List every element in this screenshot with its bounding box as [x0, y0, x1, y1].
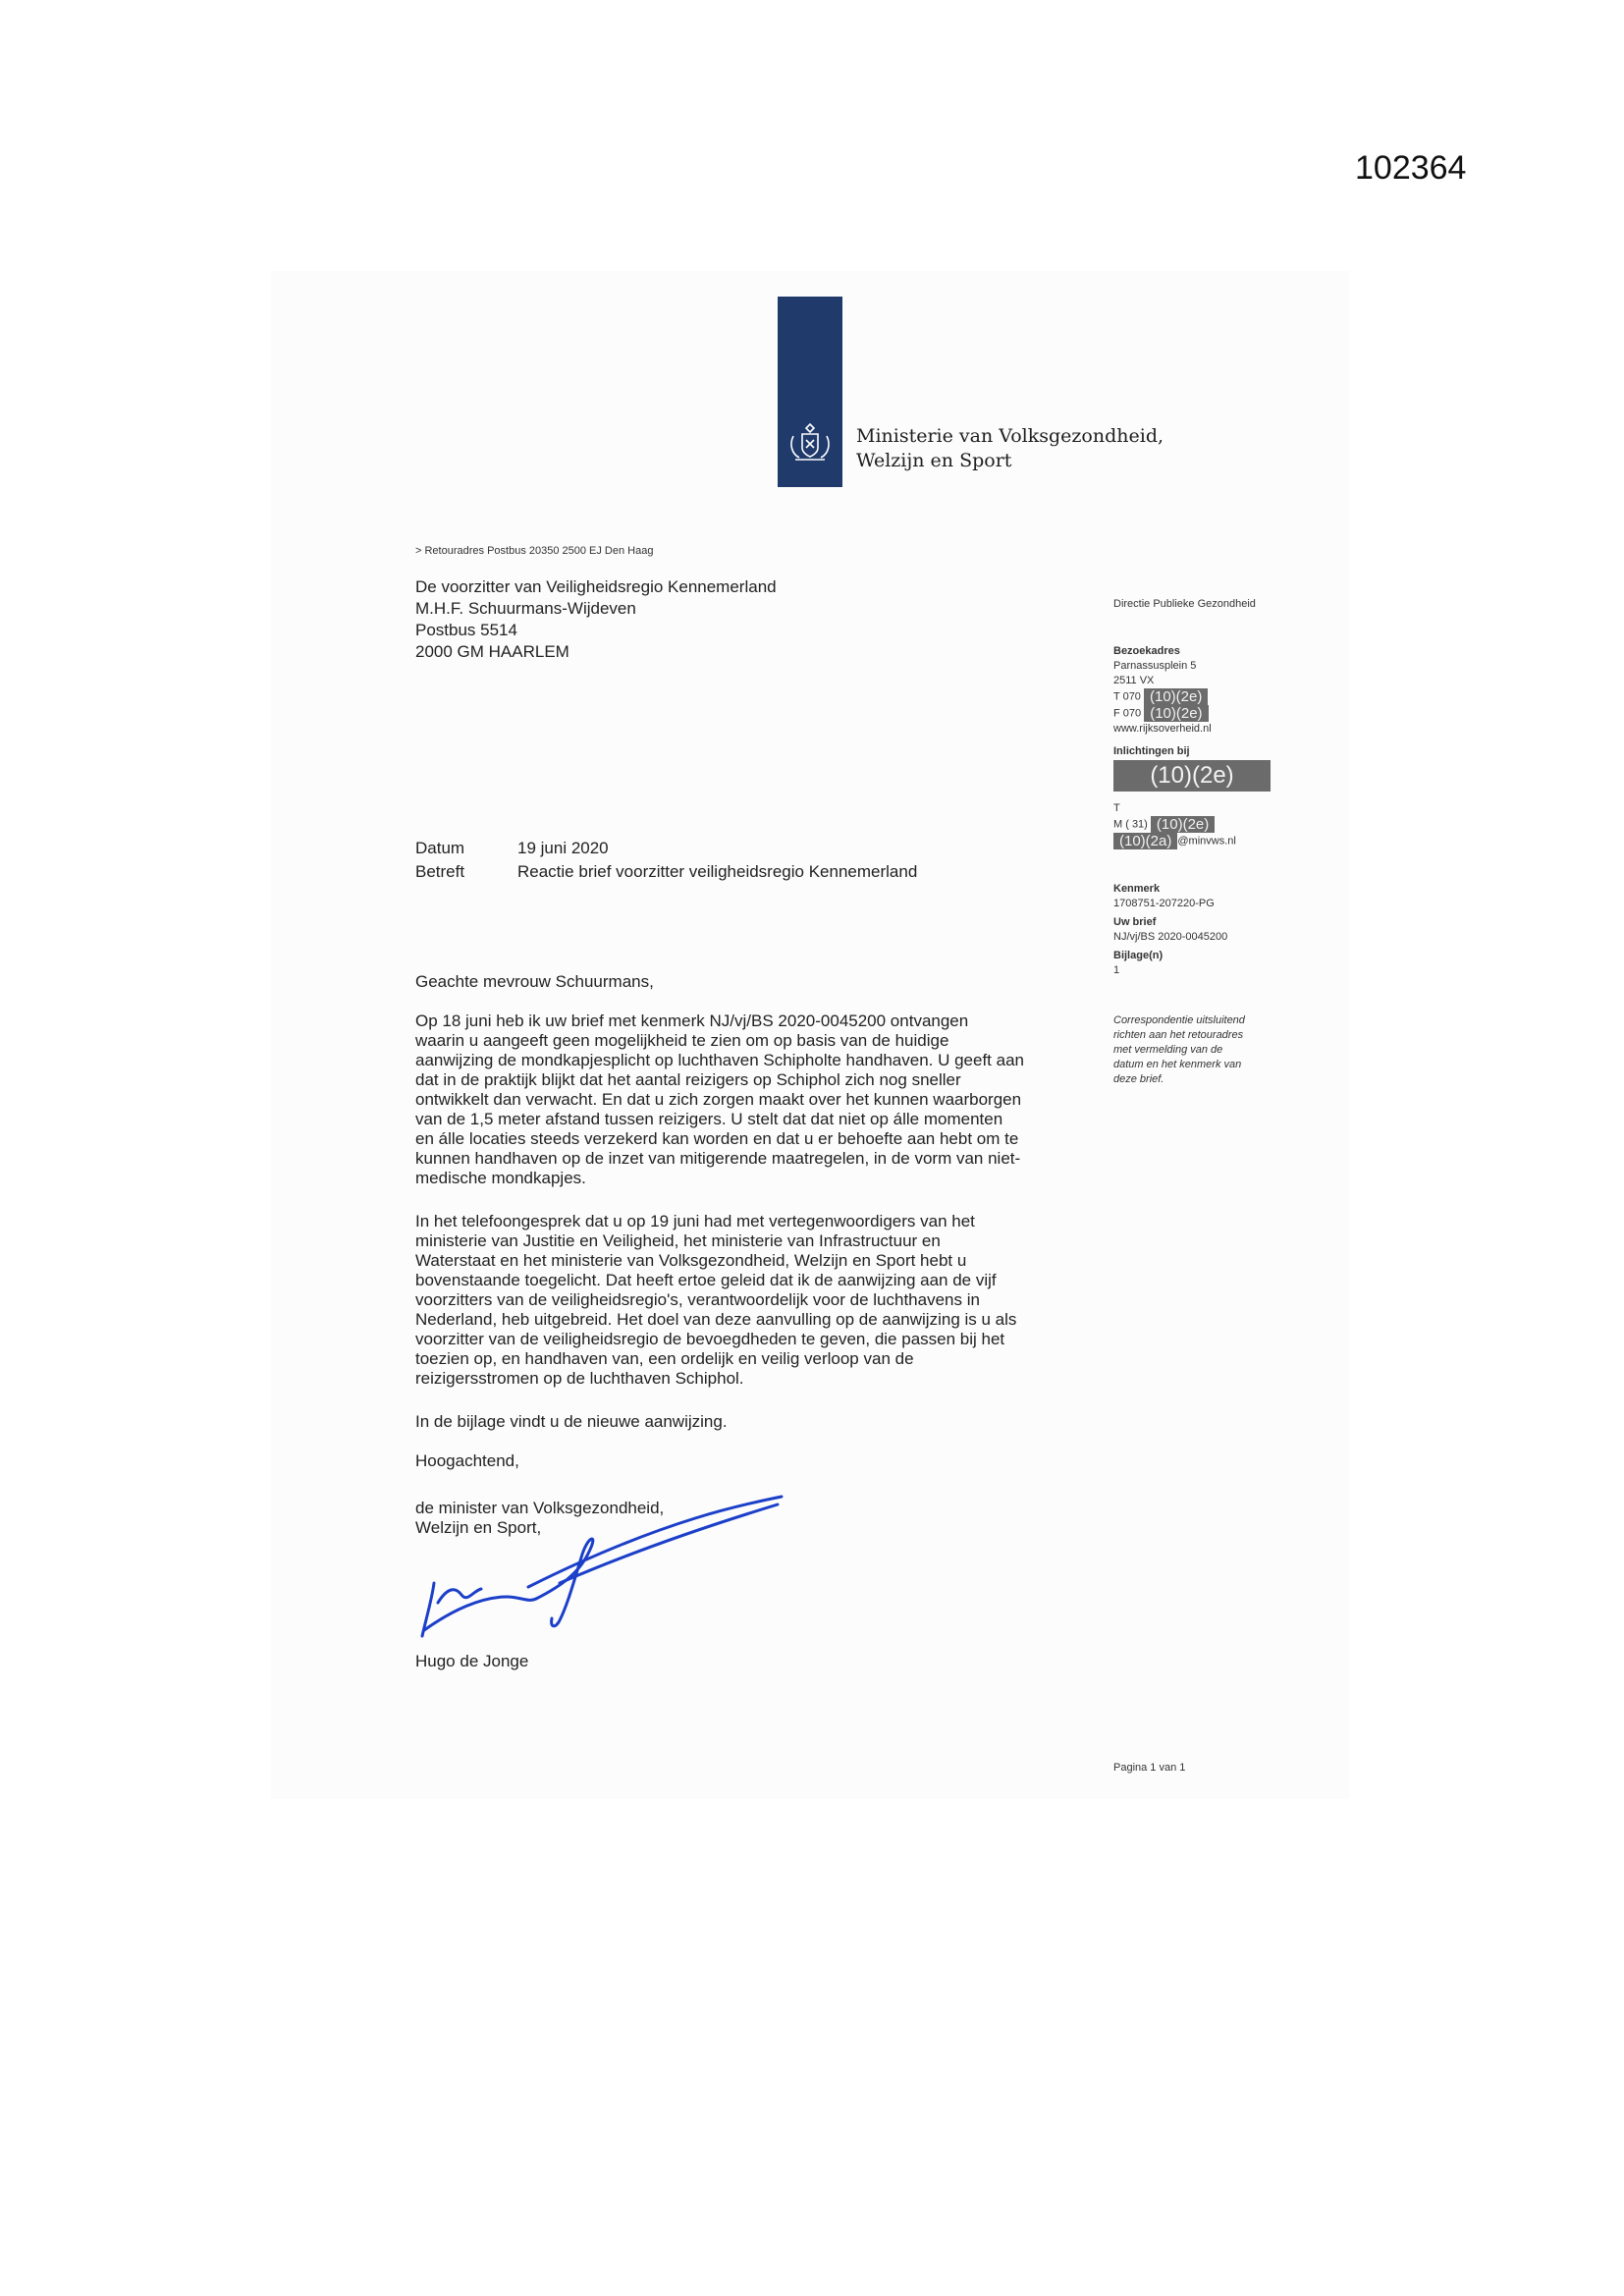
contact-block [1113, 744, 1190, 759]
fax-prefix: F 070 [1113, 707, 1142, 720]
body-line: Waterstaat en het ministerie van Volksgezondheid, Welzijn en Sport hebt u [415, 1251, 967, 1270]
body-line: kunnen handhaven op de inzet van mitigerende maatregelen, in de vorm van niet- [415, 1149, 1021, 1168]
closing-line-2: Welzijn en Sport, [415, 1518, 542, 1537]
body-line: medische mondkapjes. [415, 1169, 586, 1187]
mobile-prefix: M ( 31) [1113, 818, 1148, 831]
reference-heading: Kenmerk [1113, 883, 1161, 895]
subject-value: Reactie brief voorzitter veiligheidsregio Kennemerland [517, 862, 918, 881]
paragraph-3: In de bijlage vindt u de nieuwe aanwijzing. [415, 1412, 728, 1431]
visit-address-heading: Bezoekadres [1113, 645, 1180, 657]
redaction-box: (10)(2e) [1144, 705, 1208, 722]
date-label: Datum [415, 839, 465, 857]
attachments-value: 1 [1113, 964, 1120, 976]
salutation: Geachte mevrouw Schuurmans, [415, 972, 654, 991]
body-line: aanwijzing de mondkapjesplicht op luchthaven Schipholte handhaven. U geeft aan [415, 1051, 1024, 1069]
email-domain: @minvws.nl [1177, 835, 1236, 847]
ministry-name [856, 424, 1164, 473]
closing-line-1: de minister van Volksgezondheid, [415, 1499, 665, 1517]
regards: Hoogachtend, [415, 1451, 519, 1470]
recipient-line: M.H.F. Schuurmans-Wijdeven [415, 599, 636, 618]
signer-name: Hugo de Jonge [415, 1652, 529, 1670]
subject-row [415, 860, 917, 884]
recipient-line: Postbus 5514 [415, 621, 517, 639]
note-line: Correspondentie uitsluitend [1113, 1014, 1245, 1026]
correspondence-note [1113, 1013, 1245, 1087]
return-address: > Retouradres Postbus 20350 2500 EJ Den Haag [415, 545, 654, 557]
body-line: ministerie van Justitie en Veiligheid, het ministerie van Infrastructuur en [415, 1231, 941, 1250]
body-line: In het telefoongesprek dat u op 19 juni had met vertegenwoordigers van het [415, 1212, 975, 1230]
directorate: Directie Publieke Gezondheid [1113, 598, 1256, 610]
reference-block [1113, 882, 1215, 911]
redaction-box: (10)(2e) [1113, 760, 1271, 792]
email-line [1113, 833, 1236, 849]
body-line: Nederland, heb uitgebreid. Het doel van deze aanvulling op de aanwijzing is u als [415, 1310, 1017, 1329]
body-line: waarin u aangeeft geen mogelijkheid te zien om op basis van de huidige [415, 1031, 949, 1050]
reference-value: 1708751-207220-PG [1113, 898, 1215, 909]
body-line: van de 1,5 meter afstand tussen reizigers. U stelt dat dat niet op álle momenten [415, 1110, 1003, 1128]
street: Parnassusplein 5 [1113, 660, 1197, 672]
visit-address-block [1113, 644, 1212, 737]
postcode: 2511 VX [1113, 675, 1155, 686]
note-line: richten aan het retouradres [1113, 1029, 1244, 1041]
body-line: toezien op, en handhaven van, een ordelijk en veilig verloop van de [415, 1349, 914, 1368]
body-line: voorzitter van de veiligheidsregio de bevoegdheden te geven, die passen bij het [415, 1330, 1005, 1348]
mobile-line [1113, 816, 1236, 833]
note-line: deze brief. [1113, 1073, 1164, 1085]
note-line: datum en het kenmerk van [1113, 1059, 1242, 1070]
redaction-box: (10)(2e) [1151, 816, 1215, 833]
paragraph-2 [415, 1212, 1016, 1389]
date-row [415, 837, 917, 860]
fax-line [1113, 705, 1212, 722]
your-letter-heading: Uw brief [1113, 916, 1157, 928]
document-number: 102364 [1355, 149, 1467, 187]
body-line: reizigersstromen op de luchthaven Schiphol. [415, 1369, 744, 1388]
page-number: Pagina 1 van 1 [1113, 1762, 1186, 1774]
attachments-heading: Bijlage(n) [1113, 950, 1164, 961]
note-line: met vermelding van de [1113, 1044, 1223, 1056]
ministry-line-2: Welzijn en Sport [856, 450, 1012, 471]
body-line: dat in de praktijk blijkt dat het aantal reizigers op Schiphol zich nog sneller [415, 1070, 961, 1089]
body-line: ontwikkelt dan verwacht. En dat u zich zorgen maakt over het kunnen waarborgen [415, 1090, 1022, 1109]
paragraph-1 [415, 1011, 1024, 1188]
contact-details [1113, 801, 1236, 849]
your-letter-value: NJ/vj/BS 2020-0045200 [1113, 931, 1228, 943]
subject-label: Betreft [415, 862, 465, 881]
body-line: voorzitters van de veiligheidsregio's, verantwoordelijk voor de luchthavens in [415, 1290, 980, 1309]
your-letter-block [1113, 915, 1227, 945]
date-value: 19 juni 2020 [517, 839, 609, 857]
redaction-box: (10)(2a) [1113, 833, 1177, 849]
recipient-line: 2000 GM HAARLEM [415, 642, 569, 661]
phone-line [1113, 688, 1212, 705]
phone-prefix: T 070 [1113, 690, 1141, 703]
letter-meta [415, 837, 917, 884]
coat-of-arms-icon [785, 420, 835, 467]
handwritten-signature [412, 1493, 785, 1640]
body-line: Op 18 juni heb ik uw brief met kenmerk NJ/vj/BS 2020-0045200 ontvangen [415, 1011, 969, 1030]
ministry-line-1: Ministerie van Volksgezondheid, [856, 425, 1164, 447]
phone-t: T [1113, 802, 1120, 814]
contact-heading: Inlichtingen bij [1113, 745, 1190, 757]
attachments-block [1113, 949, 1163, 978]
redaction-box: (10)(2e) [1144, 688, 1208, 705]
recipient-address [415, 576, 777, 663]
recipient-line: De voorzitter van Veiligheidsregio Kennemerland [415, 577, 777, 596]
body-line: bovenstaande toegelicht. Dat heeft ertoe geleid dat ik de aanwijzing aan de vijf [415, 1271, 997, 1289]
website: www.rijksoverheid.nl [1113, 723, 1212, 735]
body-line: en álle locaties steeds verzekerd kan worden en dat u er behoefte aan hebt om te [415, 1129, 1019, 1148]
